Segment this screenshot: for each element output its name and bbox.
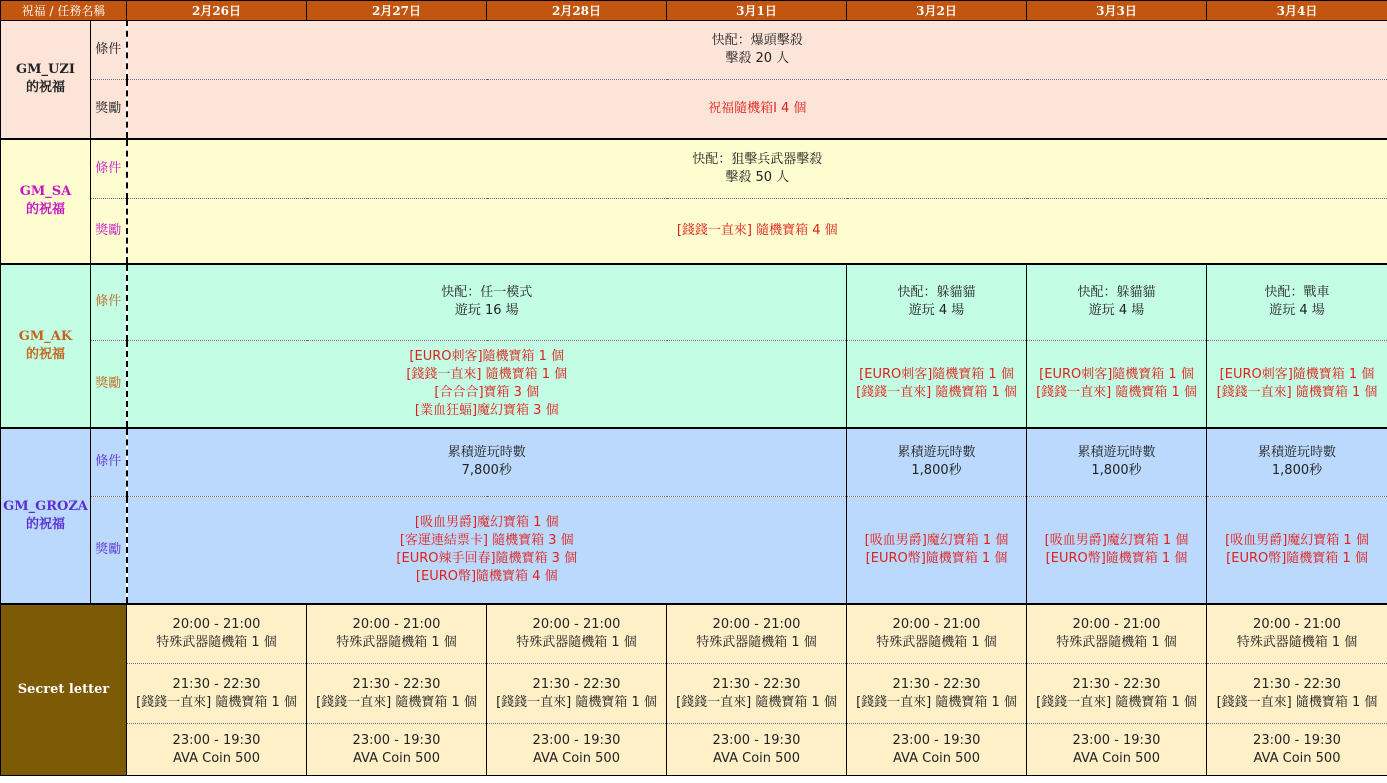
slot-reward: AVA Coin 500 bbox=[353, 750, 440, 766]
slot-time: 23:00 - 19:30 bbox=[172, 732, 261, 748]
blessing-name: GM_UZI bbox=[16, 62, 75, 78]
secret-slot-row-2 bbox=[1, 664, 1387, 724]
slot-time: 20:00 - 21:00 bbox=[1072, 616, 1161, 632]
condition-line: 累積遊玩時數 bbox=[1257, 445, 1336, 461]
reward-line: [EURO刺客]隨機寶箱 1 個 bbox=[409, 348, 565, 364]
ak-condition bbox=[1027, 264, 1207, 341]
secret-slot-cell bbox=[1207, 604, 1387, 664]
slot-reward: 特殊武器隨機箱 1 個 bbox=[1236, 634, 1358, 650]
secret-slot-cell bbox=[847, 724, 1027, 776]
uzi-blessing-name bbox=[1, 21, 91, 139]
slot-reward: [錢錢一直來] 隨機寶箱 1 個 bbox=[316, 694, 477, 710]
secret-slot-cell bbox=[667, 664, 847, 724]
secret-slot-cell bbox=[667, 604, 847, 664]
reward-line: [錢錢一直來] 隨機寶箱 1 個 bbox=[1036, 384, 1197, 400]
condition-line: 快配：躲貓貓 bbox=[897, 285, 976, 301]
ak-condition bbox=[127, 264, 847, 341]
slot-time: 23:00 - 19:30 bbox=[712, 732, 801, 748]
secret-slot-cell bbox=[127, 604, 307, 664]
slot-time: 20:00 - 21:00 bbox=[712, 616, 801, 632]
slot-time: 21:30 - 22:30 bbox=[712, 676, 801, 692]
condition-line: 遊玩 4 場 bbox=[1088, 303, 1145, 319]
date-header: 3月3日 bbox=[1027, 1, 1207, 21]
sa-condition bbox=[127, 139, 1387, 199]
slot-time: 21:30 - 22:30 bbox=[892, 676, 981, 692]
reward-line: [EURO幣]隨機寶箱 1 個 bbox=[1045, 550, 1188, 566]
slot-time: 21:30 - 22:30 bbox=[532, 676, 621, 692]
secret-slot-cell bbox=[487, 724, 667, 776]
reward-line: [EURO刺客]隨機寶箱 1 個 bbox=[1039, 366, 1194, 382]
secret-slot-cell bbox=[667, 724, 847, 776]
condition-line: 累積遊玩時數 bbox=[1077, 445, 1156, 461]
date-header: 3月1日 bbox=[667, 1, 847, 21]
slot-reward: [錢錢一直來] 隨機寶箱 1 個 bbox=[856, 694, 1017, 710]
reward-line: [EURO刺客]隨機寶箱 1 個 bbox=[1219, 366, 1375, 382]
condition-line: 快配：躲貓貓 bbox=[1077, 285, 1156, 301]
condition-line: 快配：狙擊兵武器擊殺 bbox=[692, 151, 823, 167]
ak-reward bbox=[847, 341, 1027, 428]
header-lead: 祝福 / 任務名稱 bbox=[1, 1, 127, 21]
groza-condition-row bbox=[1, 428, 1387, 497]
secret-slot-cell bbox=[487, 664, 667, 724]
slot-reward: AVA Coin 500 bbox=[1073, 750, 1160, 766]
secret-slot-cell bbox=[307, 664, 487, 724]
condition-line: 快配：任一模式 bbox=[441, 285, 533, 301]
blessing-suffix: 的祝福 bbox=[25, 80, 65, 96]
slot-reward: 特殊武器隨機箱 1 個 bbox=[696, 634, 817, 650]
reward-line: [錢錢一直來] 隨機寶箱 1 個 bbox=[406, 366, 568, 382]
condition-line: 快配：爆頭擊殺 bbox=[711, 33, 803, 48]
blessing-name: GM_SA bbox=[19, 184, 72, 199]
reward-label: 獎勵 bbox=[91, 497, 127, 604]
sa-condition-row bbox=[1, 139, 1387, 199]
slot-time: 23:00 - 19:30 bbox=[1072, 732, 1161, 748]
condition-label: 條件 bbox=[91, 139, 127, 199]
slot-reward: AVA Coin 500 bbox=[713, 750, 800, 766]
ak-reward bbox=[127, 341, 847, 428]
slot-time: 21:30 - 22:30 bbox=[1253, 676, 1341, 692]
slot-reward: [錢錢一直來] 隨機寶箱 1 個 bbox=[496, 694, 657, 710]
ak-condition bbox=[1207, 264, 1387, 341]
slot-time: 20:00 - 21:00 bbox=[532, 616, 621, 632]
slot-time: 23:00 - 19:30 bbox=[352, 732, 441, 748]
groza-condition bbox=[1027, 428, 1207, 497]
ak-condition bbox=[847, 264, 1027, 341]
secret-slot-cell bbox=[127, 724, 307, 776]
uzi-condition-row bbox=[1, 21, 1387, 80]
secret-slot-cell bbox=[1207, 664, 1387, 724]
date-header: 3月4日 bbox=[1207, 1, 1387, 21]
slot-time: 20:00 - 21:00 bbox=[172, 616, 261, 632]
blessing-name: GM_AK bbox=[18, 328, 73, 344]
date-header: 2月28日 bbox=[487, 1, 667, 21]
condition-line: 擊殺 50 人 bbox=[725, 169, 790, 185]
slot-reward: 特殊武器隨機箱 1 個 bbox=[336, 634, 457, 650]
slot-reward: AVA Coin 500 bbox=[533, 750, 620, 766]
condition-line: 1,800秒 bbox=[911, 463, 962, 479]
slot-reward: 特殊武器隨機箱 1 個 bbox=[156, 634, 277, 650]
condition-label: 條件 bbox=[91, 21, 127, 80]
slot-reward: AVA Coin 500 bbox=[893, 750, 980, 766]
condition-line: 累積遊玩時數 bbox=[897, 445, 976, 461]
slot-time: 23:00 - 19:30 bbox=[1253, 732, 1341, 748]
condition-line: 快配：戰車 bbox=[1264, 285, 1330, 301]
ak-reward-row bbox=[1, 341, 1387, 428]
ak-blessing-name bbox=[1, 264, 91, 428]
groza-condition bbox=[847, 428, 1027, 497]
blessing-name: GM_GROZA bbox=[3, 498, 88, 514]
secret-slot-cell bbox=[847, 664, 1027, 724]
reward-line: [EURO幣]隨機寶箱 1 個 bbox=[865, 550, 1008, 566]
condition-label: 條件 bbox=[91, 428, 127, 497]
groza-reward bbox=[127, 497, 847, 604]
secret-slot-cell bbox=[307, 724, 487, 776]
condition-line: 遊玩 4 場 bbox=[1269, 303, 1325, 319]
slot-time: 21:30 - 22:30 bbox=[352, 676, 441, 692]
reward-line: [合合合]寶箱 3 個 bbox=[434, 384, 540, 400]
ak-reward bbox=[1207, 341, 1387, 428]
groza-reward bbox=[1207, 497, 1387, 604]
reward-line: [吸血男爵]魔幻寶箱 1 個 bbox=[414, 514, 559, 530]
slot-reward: [錢錢一直來] 隨機寶箱 1 個 bbox=[1216, 694, 1378, 710]
condition-line: 1,800秒 bbox=[1091, 463, 1142, 479]
secret-slot-cell bbox=[1027, 604, 1207, 664]
slot-reward: AVA Coin 500 bbox=[173, 750, 260, 766]
slot-time: 20:00 - 21:00 bbox=[1253, 616, 1341, 632]
date-header: 3月2日 bbox=[847, 1, 1027, 21]
condition-line: 1,800秒 bbox=[1271, 463, 1323, 479]
reward-line: [吸血男爵]魔幻寶箱 1 個 bbox=[1044, 532, 1189, 548]
sa-reward bbox=[127, 199, 1387, 264]
slot-time: 23:00 - 19:30 bbox=[892, 732, 981, 748]
header-row bbox=[1, 1, 1387, 21]
groza-condition bbox=[1207, 428, 1387, 497]
groza-reward-row bbox=[1, 497, 1387, 604]
reward-label: 獎勵 bbox=[91, 341, 127, 428]
slot-time: 23:00 - 19:30 bbox=[532, 732, 621, 748]
reward-line: [EURO幣]隨機寶箱 4 個 bbox=[415, 568, 558, 584]
reward-line: [吸血男爵]魔幻寶箱 1 個 bbox=[1225, 532, 1369, 548]
reward-label: 獎勵 bbox=[91, 80, 127, 139]
condition-line: 7,800秒 bbox=[461, 463, 512, 479]
secret-slot-cell bbox=[1027, 664, 1207, 724]
slot-reward: 特殊武器隨機箱 1 個 bbox=[516, 634, 637, 650]
uzi-reward bbox=[127, 80, 1387, 139]
secret-slot-cell bbox=[1207, 724, 1387, 776]
slot-time: 20:00 - 21:00 bbox=[352, 616, 441, 632]
condition-line: 累積遊玩時數 bbox=[447, 445, 526, 461]
reward-line: [EURO幣]隨機寶箱 1 個 bbox=[1226, 550, 1368, 566]
condition-line: 遊玩 16 場 bbox=[454, 303, 519, 319]
secret-slot-row-3 bbox=[1, 724, 1387, 776]
reward-line: [錢錢一直來] 隨機寶箱 1 個 bbox=[1216, 384, 1378, 400]
reward-line: [吸血男爵]魔幻寶箱 1 個 bbox=[864, 532, 1009, 548]
slot-time: 21:30 - 22:30 bbox=[1072, 676, 1161, 692]
blessing-suffix: 的祝福 bbox=[25, 346, 65, 362]
secret-letter-label: Secret letter bbox=[1, 604, 127, 776]
secret-slot-cell bbox=[1027, 724, 1207, 776]
condition-line: 擊殺 20 人 bbox=[725, 51, 790, 66]
reward-line: [客運連結票卡] 隨機寶箱 3 個 bbox=[399, 532, 574, 548]
groza-reward bbox=[1027, 497, 1207, 604]
sa-blessing-name bbox=[1, 139, 91, 264]
uzi-condition bbox=[127, 21, 1387, 80]
secret-slot-cell bbox=[127, 664, 307, 724]
slot-time: 21:30 - 22:30 bbox=[172, 676, 261, 692]
blessing-suffix: 的祝福 bbox=[25, 516, 65, 532]
slot-reward: [錢錢一直來] 隨機寶箱 1 個 bbox=[1036, 694, 1197, 710]
date-header: 2月26日 bbox=[127, 1, 307, 21]
groza-blessing-name bbox=[1, 428, 91, 604]
sa-reward-row bbox=[1, 199, 1387, 264]
groza-reward bbox=[847, 497, 1027, 604]
slot-reward: 特殊武器隨機箱 1 個 bbox=[876, 634, 997, 650]
slot-reward: 特殊武器隨機箱 1 個 bbox=[1056, 634, 1177, 650]
reward-line: 祝福隨機箱I 4 個 bbox=[708, 100, 807, 116]
groza-condition bbox=[127, 428, 847, 497]
reward-line: [EURO刺客]隨機寶箱 1 個 bbox=[859, 366, 1014, 382]
slot-reward: [錢錢一直來] 隨機寶箱 1 個 bbox=[676, 694, 837, 710]
blessing-suffix: 的祝福 bbox=[25, 202, 65, 217]
condition-label: 條件 bbox=[91, 264, 127, 341]
uzi-reward-row bbox=[1, 80, 1387, 139]
reward-line: [錢錢一直來] 隨機寶箱 1 個 bbox=[856, 384, 1017, 400]
reward-line: [業血狂蝠]魔幻寶箱 3 個 bbox=[414, 402, 559, 418]
reward-label: 獎勵 bbox=[91, 199, 127, 264]
ak-reward bbox=[1027, 341, 1207, 428]
date-header: 2月27日 bbox=[307, 1, 487, 21]
secret-slot-cell bbox=[487, 604, 667, 664]
reward-line: [EURO辣手回春]隨機寶箱 3 個 bbox=[396, 550, 578, 566]
secret-slot-cell bbox=[307, 604, 487, 664]
secret-slot-cell bbox=[847, 604, 1027, 664]
slot-reward: [錢錢一直來] 隨機寶箱 1 個 bbox=[136, 694, 297, 710]
secret-slot-row-1 bbox=[1, 604, 1387, 664]
slot-time: 20:00 - 21:00 bbox=[892, 616, 981, 632]
condition-line: 遊玩 4 場 bbox=[908, 303, 965, 319]
reward-line: [錢錢一直來] 隨機寶箱 4 個 bbox=[676, 222, 838, 238]
slot-reward: AVA Coin 500 bbox=[1253, 750, 1341, 766]
ak-condition-row bbox=[1, 264, 1387, 341]
